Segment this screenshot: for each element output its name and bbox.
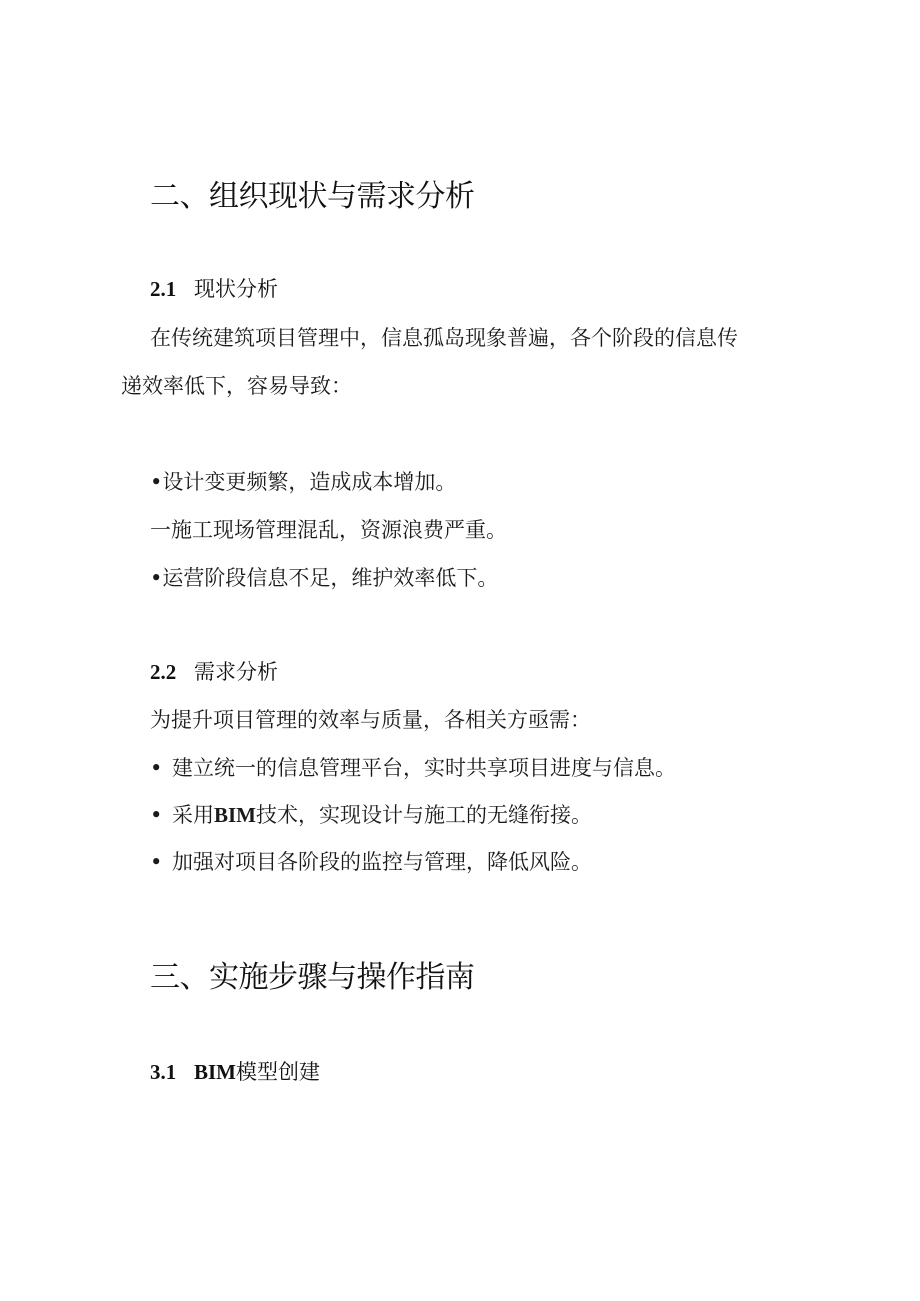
subsection-number: 2.2 [150, 660, 177, 684]
paragraph-line: 在传统建筑项目管理中，信息孤岛现象普遍，各个阶段的信息传 [150, 326, 738, 350]
bim-acronym: BIM [194, 1060, 236, 1084]
subsection-2-1-heading [150, 273, 278, 303]
section-2-heading: 二、组织现状与需求分析 [150, 179, 475, 214]
paragraph-line: 递效率低下，容易导致： [121, 374, 352, 398]
subsection-title: 需求分析 [194, 660, 278, 684]
subsection-title: 现状分析 [194, 277, 278, 301]
dash-marker: 一 [150, 518, 171, 542]
subsection-2-2-heading [150, 656, 278, 686]
bullet-marker: • [150, 803, 163, 827]
paragraph-line: 为提升项目管理的效率与质量，各相关方亟需： [150, 708, 591, 732]
list-item-text-post: 技术，实现设计与施工的无缝衔接。 [256, 803, 592, 827]
list-item [150, 799, 592, 829]
bullet-marker: • [150, 756, 163, 780]
bim-acronym: BIM [214, 803, 256, 827]
list-item [150, 846, 592, 876]
list-item-text: 运营阶段信息不足，维护效率低下。 [162, 566, 499, 590]
list-item-text: 施工现场管理混乱，资源浪费严重。 [171, 518, 507, 542]
bullet-marker: • [150, 470, 163, 494]
subsection-number: 2.1 [150, 277, 177, 301]
subsection-3-1-heading [150, 1056, 320, 1086]
bullet-marker: • [150, 566, 163, 590]
list-item-text: 设计变更频繁，造成成本增加。 [162, 470, 457, 494]
list-item-text-pre: 采用 [172, 803, 214, 827]
bullet-marker: • [150, 850, 163, 874]
list-item-text: 建立统一的信息管理平台，实时共享项目进度与信息。 [172, 756, 676, 780]
list-item [150, 752, 676, 782]
section-3-heading: 三、实施步骤与操作指南 [150, 960, 475, 995]
subsection-number: 3.1 [150, 1060, 177, 1084]
list-item [150, 562, 498, 592]
list-item [150, 514, 507, 544]
list-item [150, 466, 456, 496]
subsection-title: 模型创建 [236, 1060, 320, 1084]
list-item-text: 加强对项目各阶段的监控与管理，降低风险。 [172, 850, 592, 874]
